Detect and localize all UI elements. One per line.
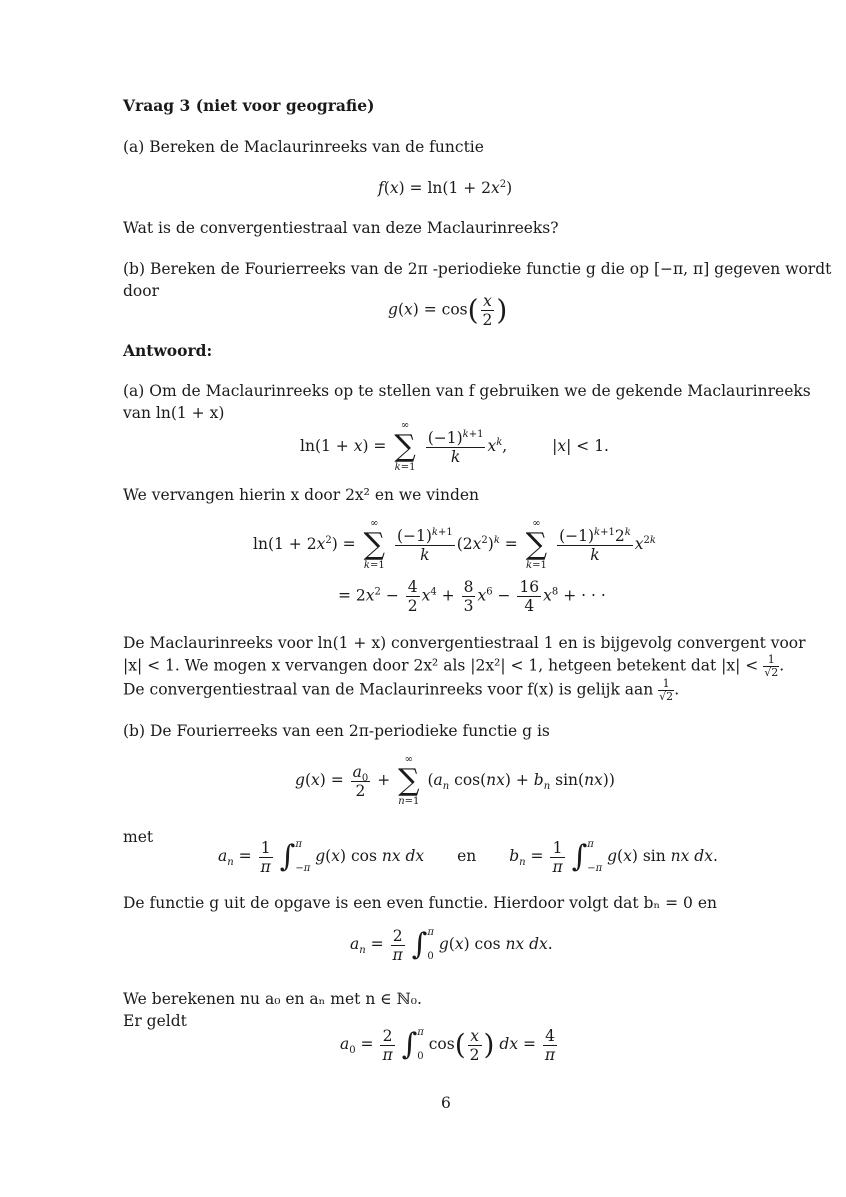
equation-ln-2x2-series: $\ln(1 + 2x^2)$ = ∞ ∑ k=1 $\frac{(-1)^{k+1}}{k}$ $(2x^2)^k$ = ∞ ∑ k=1 $\frac{(-1)^{k+1}2^k}{k}$ $x^{2k}$: [253, 518, 656, 571]
convergence-line2-text: |x| < 1. We mogen x vervangen door 2x² als |2x²| < 1, hetgeen betekent dat |x| <: [123, 656, 759, 675]
compute-line: We berekenen nu a₀ en aₙ met n ∈ ℕ₀.: [123, 990, 422, 1008]
equation-g: g(x) = cos( $\frac{x}{2}$ ): [388, 292, 508, 329]
question-radius: Wat is de convergentiestraal van deze Maclaurinreeks?: [123, 219, 559, 237]
page-number: 6: [441, 1094, 451, 1112]
convergence-line3: De convergentiestraal van de Maclaurinreeks voor f(x) is gelijk aan $\frac{1}{√2}$ .: [123, 677, 680, 703]
equation-an-even: $a_n$ = $\frac{2}{\pi}$ ∫ π 0 g(x) cos nx dx.: [350, 926, 553, 964]
answer-heading: Antwoord:: [123, 341, 213, 360]
er-geldt-line: Er geldt: [123, 1012, 187, 1030]
convergence-line1: De Maclaurinreeks voor ln(1 + x) convergentiestraal 1 en is bijgevolg convergent voor: [123, 634, 806, 652]
equation-a0: $a_0$ = $\frac{2}{\pi}$ ∫ π 0 cos( $\frac{x}{2}$ ) dx = $\frac{4}{\pi}$: [340, 1026, 556, 1064]
en-label: en: [457, 847, 477, 865]
convergence-line3-text: De convergentiestraal van de Maclaurinreeks voor f(x) is gelijk aan: [123, 680, 654, 699]
answer-b-line1: (b) De Fourierreeks van een 2π-periodieke functie g is: [123, 722, 550, 740]
part-a-question: (a) Bereken de Maclaurinreeks van de functie: [123, 138, 484, 156]
equation-f: $f(x) = \ln(1 + 2x^2)$: [378, 178, 513, 197]
equation-ln-series: ln(1 + x) = ∞ ∑ k=1 $\frac{(-1)^{k+1}}{k}$ $x^k$, |x| < 1.: [300, 420, 609, 473]
replace-line: We vervangen hierin x door 2x² en we vinden: [123, 486, 480, 504]
equation-fourier-series: g(x) = $\frac{a_0}{2}$ + ∞ ∑ n=1 ($a_n$ $\cos(nx) + b_n$ sin(nx)): [295, 754, 615, 807]
met-label: met: [123, 828, 154, 846]
part-b-question-line1: (b) Bereken de Fourierreeks van de 2π -periodieke functie g die op [−π, π] gegeven wordt: [123, 260, 832, 278]
part-b-question-line2: door: [123, 282, 159, 300]
answer-a-line1: (a) Om de Maclaurinreeks op te stellen van f gebruiken we de gekende Maclaurinreeks: [123, 382, 811, 400]
equation-expansion: = $2x^2$ − $\frac{4}{2}$ $x^4$ + $\frac{8}{3}$ $x^6$ − $\frac{16}{4}$ $x^8$ + · · ·: [338, 578, 606, 615]
answer-a-line2: van ln(1 + x): [123, 404, 225, 422]
equation-coefficients: $a_n$ = $\frac{1}{\pi}$ ∫ π −π g(x) cos nx dx en $b_n$ = $\frac{1}{\pi}$ ∫ π −π g(x) sin nx dx.: [218, 838, 718, 876]
convergence-line2: |x| < 1. We mogen x vervangen door 2x² als |2x²| < 1, hetgeen betekent dat |x| < $\frac{1}{√2}$ .: [123, 653, 785, 679]
even-function-line: De functie g uit de opgave is een even functie. Hierdoor volgt dat bₙ = 0 en: [123, 894, 717, 912]
question-title: Vraag 3 (niet voor geografie): [123, 96, 375, 115]
